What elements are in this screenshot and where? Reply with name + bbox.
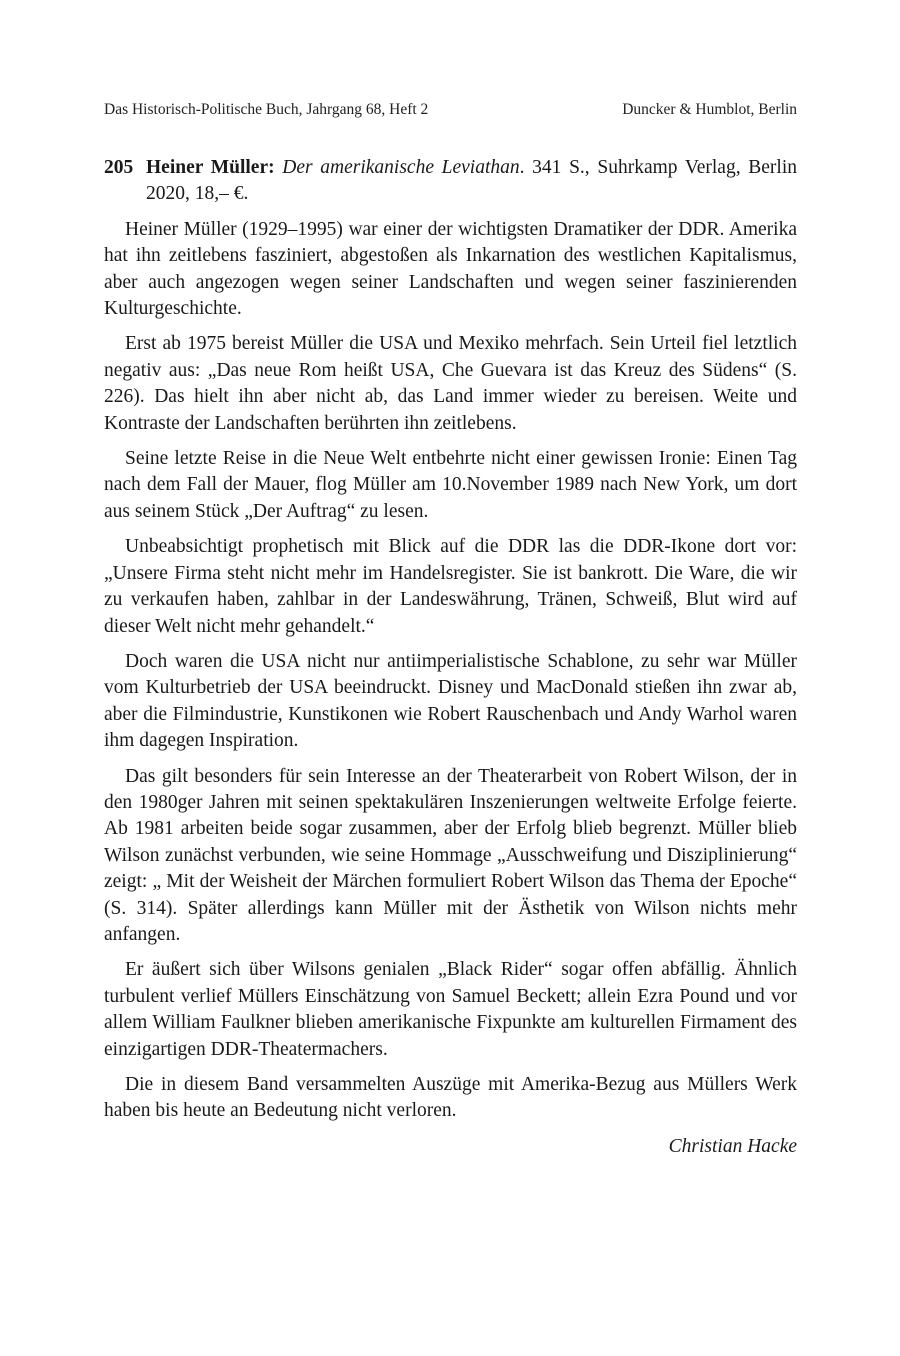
bibliographic-reference <box>104 155 797 208</box>
review-paragraph-4: Unbeabsichtigt prophetisch mit Blick auf die DDR las die DDR-Ikone dort vor: „Unsere Firma steht nicht mehr im Handelsregister. Sie ist bankrott. Die Ware, die wir zu verkaufen haben, zahlbar in der Landeswährung, Tränen, Schweiß, Blut wird auf dieser Welt nicht mehr gehandelt.“ <box>104 536 797 637</box>
review-paragraph-2: Erst ab 1975 bereist Müller die USA und Mexiko mehrfach. Sein Urteil fiel letztlich negativ aus: „Das neue Rom heißt USA, Che Guevara ist das Kreuz des Südens“ (S. 226). Das hielt ihn aber nicht ab, das Land immer wieder zu bereisen. Weite und Kontraste der Landschaften berührten ihn zeitlebens. <box>104 333 797 434</box>
publisher-name: Duncker & Humblot, Berlin <box>622 101 797 118</box>
review-paragraph-3: Seine letzte Reise in die Neue Welt entbehrte nicht einer gewissen Ironie: Einen Tag nach dem Fall der Mauer, flog Müller am 10.November 1989 nach New York, um dort aus seinem Stück „Der Auftrag“ zu lesen. <box>104 448 797 522</box>
reviewer-name: Christian Hacke <box>668 1135 797 1157</box>
journal-title: Das Historisch-Politische Buch, Jahrgang 68, Heft 2 <box>104 101 429 118</box>
running-header <box>104 101 797 119</box>
entry-number: 205 <box>104 157 134 178</box>
book-author: Heiner Müller: <box>146 157 275 178</box>
review-paragraph-6: Das gilt besonders für sein Interesse an der Theaterarbeit von Robert Wilson, der in den 1980ger Jahren mit seinen spektakulären Inszenierungen weltweite Erfolge feierte. Ab 1981 arbeiten beide sogar zusammen, aber der Erfolg blieb begrenzt. Müller blieb Wilson zunächst verbunden, wie seine Hommage „Ausschweifung und Disziplinierung“ zeigt: „ Mit der Weisheit der Märchen formuliert Robert Wilson das Thema der Epoche“ (S. 314). Später allerdings kann Müller mit der Ästhetik von Wilson nichts mehr anfangen. <box>104 765 797 945</box>
review-paragraph-7: Er äußert sich über Wilsons genialen „Black Rider“ sogar offen abfällig. Ähnlich turbulent verlief Müllers Einschätzung von Samuel Beckett; allein Ezra Pound und vor allem William Faulkner blieben amerikanische Fixpunkte am kulturellen Firmament des einzigartigen DDR-Theatermachers. <box>104 959 797 1060</box>
book-title: Der amerikanische Leviathan <box>282 157 520 178</box>
review-paragraph-8: Die in diesem Band versammelten Auszüge mit Amerika-Bezug aus Müllers Werk haben bis heute an Bedeutung nicht verloren. <box>104 1074 797 1122</box>
review-paragraph-1: Heiner Müller (1929–1995) war einer der wichtigsten Dramatiker der DDR. Amerika hat ihn zeitlebens fasziniert, abgestoßen als Inkarnation des westlichen Kapitalismus, aber auch angezogen wegen seiner Landschaften und wegen seiner faszinierenden Kulturgeschichte. <box>104 218 797 320</box>
reference-text <box>146 155 797 208</box>
review-entry <box>104 155 797 1160</box>
book-details: . 341 S., Suhrkamp Verlag, Berlin 2020, 18,– €. <box>146 157 797 205</box>
review-paragraph-5: Doch waren die USA nicht nur antiimperialistische Schablone, zu sehr war Müller vom Kulturbetrieb der USA beeindruckt. Disney und MacDonald stießen ihn zwar ab, aber die Filmindustrie, Kunstikonen wie Robert Rauschenbach und Andy Warhol waren ihm dagegen Inspiration. <box>104 650 797 752</box>
